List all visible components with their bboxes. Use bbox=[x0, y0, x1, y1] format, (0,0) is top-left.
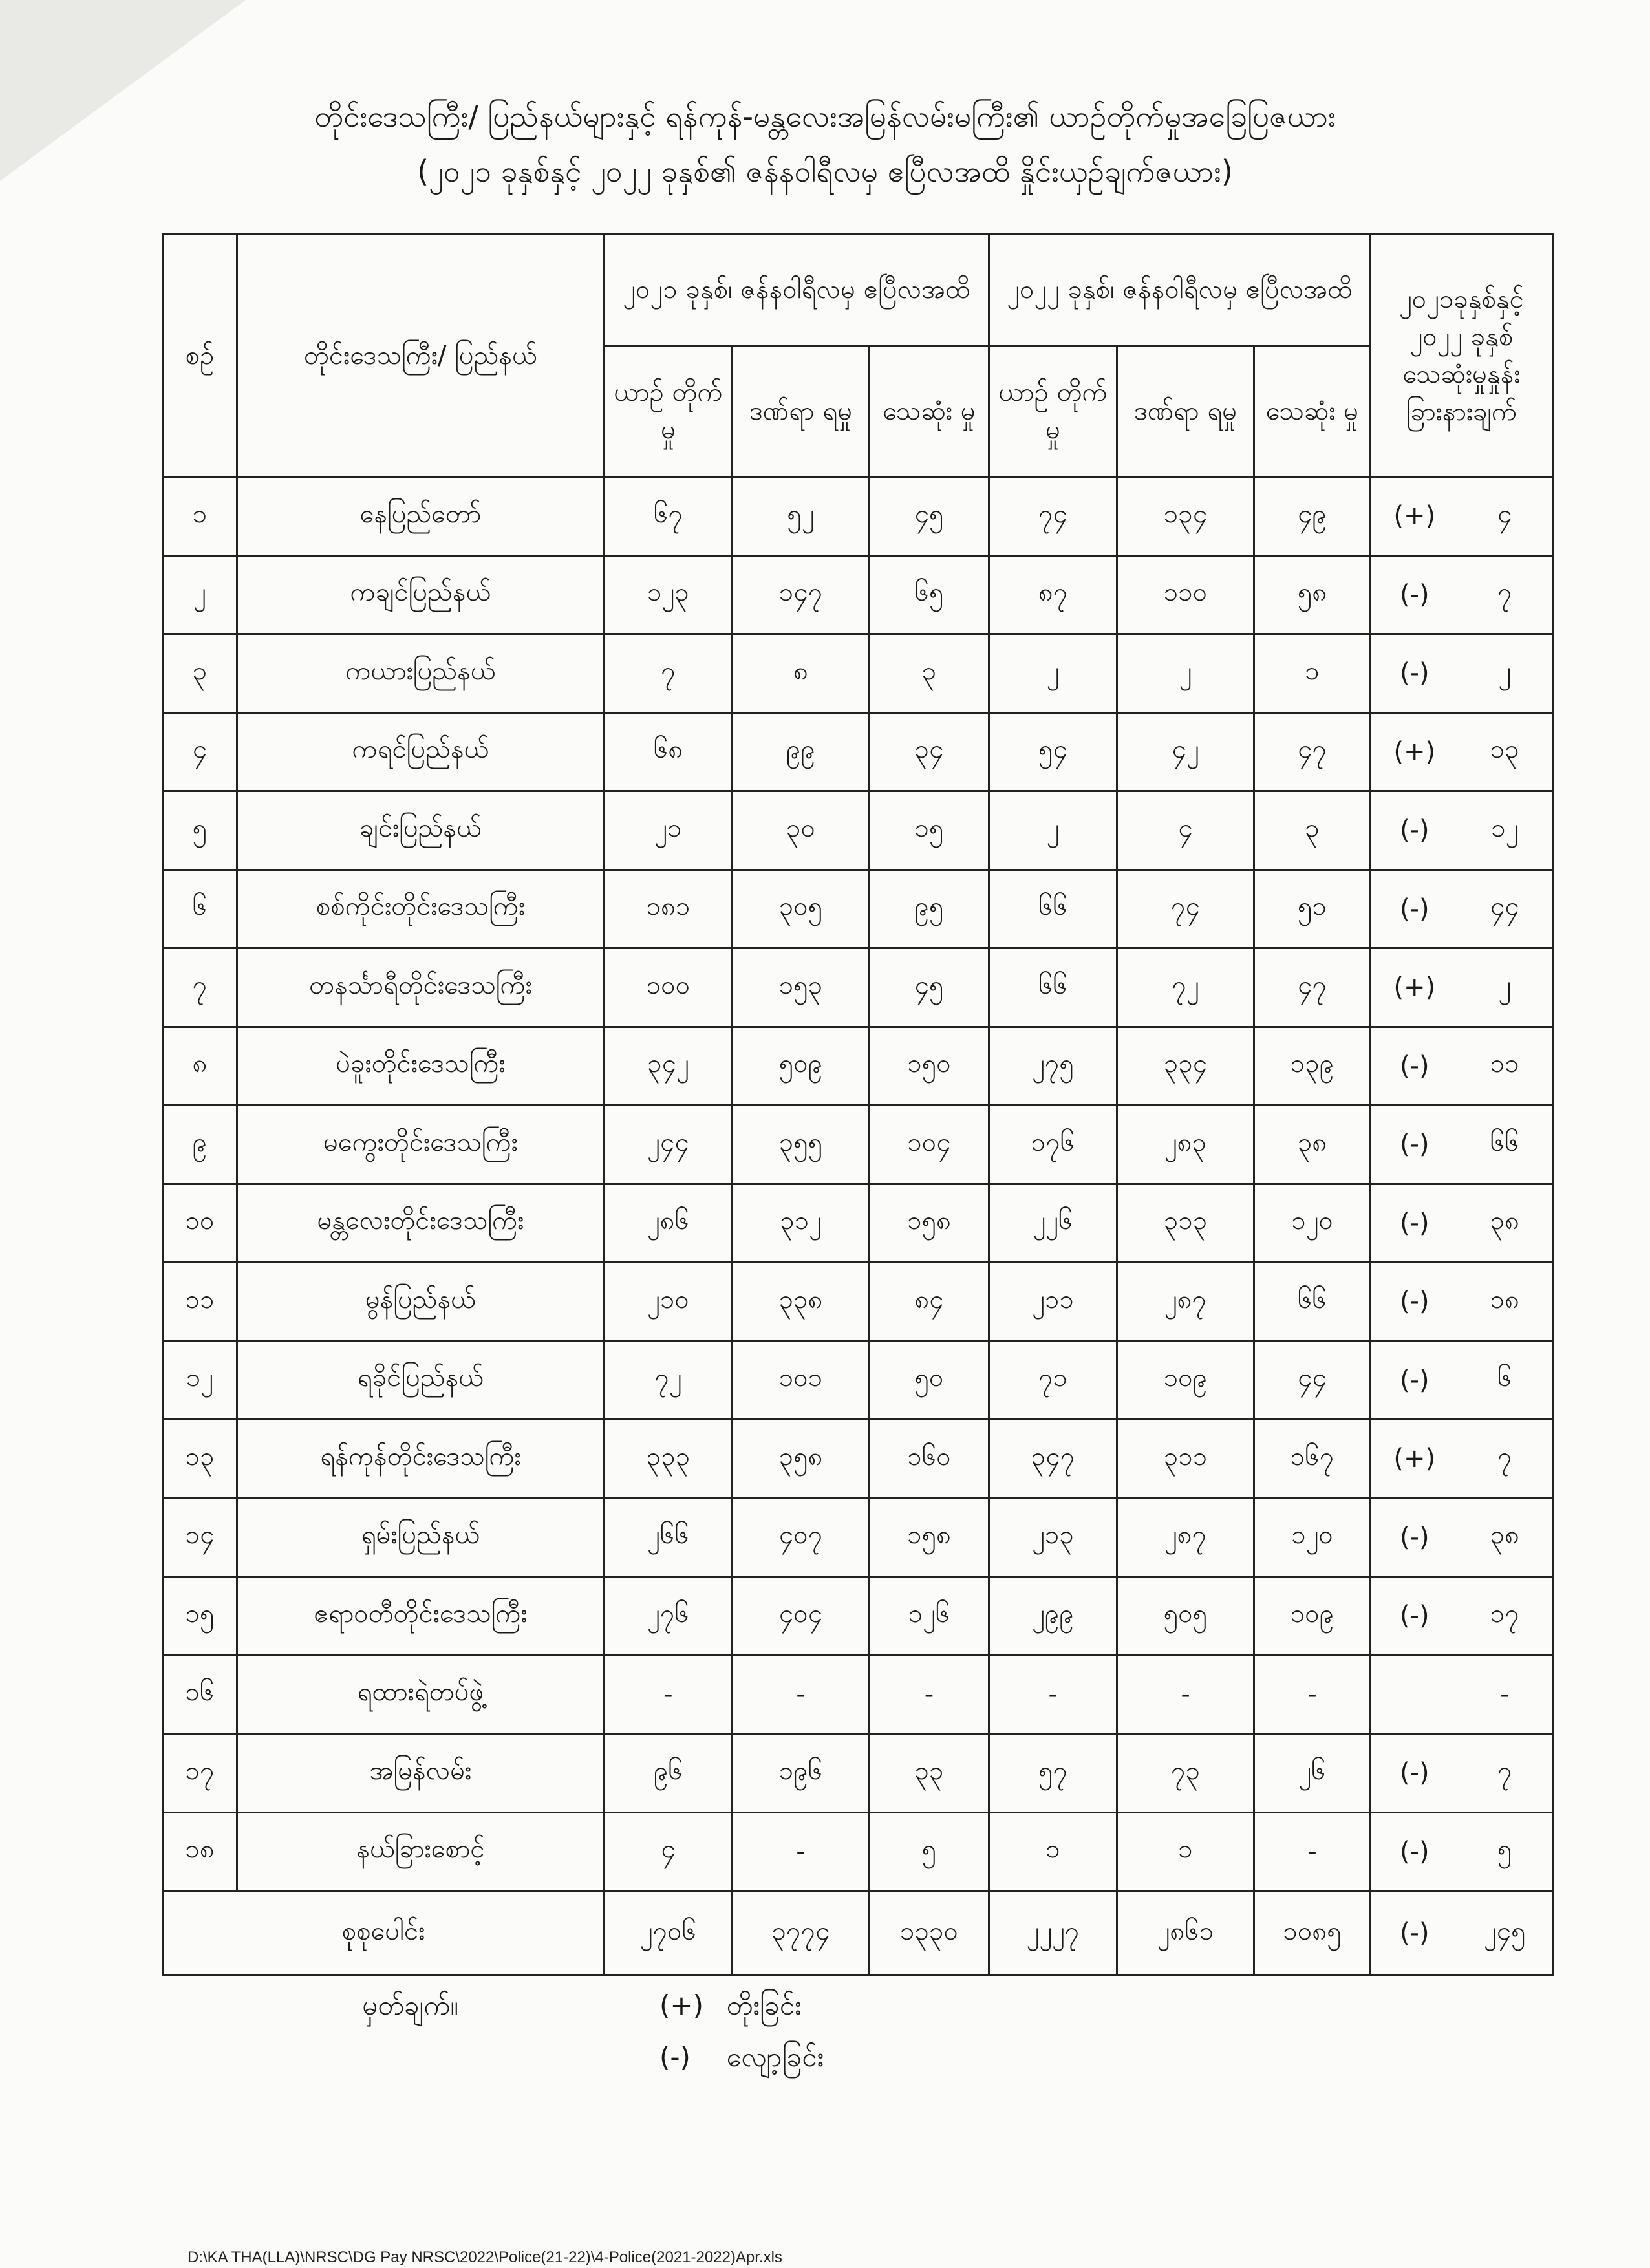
row-deaths-2022: - bbox=[1254, 1812, 1371, 1891]
row-deaths-2022: - bbox=[1254, 1655, 1371, 1734]
total-injured-2021: ၃၇၇၄ bbox=[733, 1891, 870, 1976]
header-deaths-2022: သေဆုံး မှု bbox=[1254, 346, 1371, 477]
header-deaths-2021: သေဆုံး မှု bbox=[870, 346, 989, 477]
total-label: စုစုပေါင်း bbox=[163, 1891, 605, 1976]
table-row bbox=[163, 1498, 1553, 1577]
table-row bbox=[163, 1106, 1553, 1184]
table-row bbox=[163, 1655, 1553, 1734]
row-diff-sign: (-) bbox=[1371, 1341, 1458, 1420]
row-injured-2021: ၄၀၇ bbox=[733, 1498, 870, 1577]
document-subtitle: (၂၀၂၁ ခုနှစ်နှင့် ၂၀၂၂ ခုနှစ်၏ ဇန်နဝါရီလမှ ဧပြီလအထိ နှိုင်းယှဉ်ချက်ဇယား) bbox=[417, 154, 1233, 189]
row-diff-sign: (-) bbox=[1371, 870, 1458, 948]
row-accidents-2021: ၆၈ bbox=[605, 712, 733, 791]
row-accidents-2021: - bbox=[605, 1655, 733, 1734]
row-deaths-2022: ၆၆ bbox=[1254, 1263, 1371, 1342]
row-accidents-2021: ၁၈၁ bbox=[605, 870, 733, 948]
header-injured-2022: ဒဏ်ရာ ရမှု bbox=[1117, 346, 1254, 477]
row-diff-sign: (-) bbox=[1371, 634, 1458, 713]
row-number: ၄ bbox=[163, 712, 237, 791]
row-injured-2021: ၃၁၂ bbox=[733, 1184, 870, 1263]
total-deaths-2022: ၁၀၈၅ bbox=[1254, 1891, 1371, 1976]
table-body bbox=[163, 477, 1553, 1891]
row-deaths-2022: ၄၉ bbox=[1254, 477, 1371, 556]
row-deaths-2022: ၁၀၉ bbox=[1254, 1577, 1371, 1656]
row-injured-2021: ၁၄၇ bbox=[733, 555, 870, 634]
row-region-name: အမြန်လမ်း bbox=[237, 1734, 605, 1813]
row-accidents-2021: ၂၈၆ bbox=[605, 1184, 733, 1263]
row-deaths-2022: ၁၆၇ bbox=[1254, 1420, 1371, 1499]
row-diff-value: ၁၁ bbox=[1458, 1027, 1553, 1106]
row-accidents-2021: ၂၇၆ bbox=[605, 1577, 733, 1656]
table-row bbox=[163, 1420, 1553, 1499]
row-number: ၁ bbox=[163, 477, 237, 556]
row-number: ၁၂ bbox=[163, 1341, 237, 1420]
row-deaths-2021: ၉၅ bbox=[870, 870, 989, 948]
row-accidents-2021: ၂၁၀ bbox=[605, 1263, 733, 1342]
row-accidents-2022: ၂၁၁ bbox=[989, 1263, 1117, 1342]
row-accidents-2022: ၅၇ bbox=[989, 1734, 1117, 1813]
row-deaths-2022: ၁၃၉ bbox=[1254, 1027, 1371, 1106]
row-deaths-2022: ၅၁ bbox=[1254, 870, 1371, 948]
row-diff-value: ၁၂ bbox=[1458, 791, 1553, 870]
accident-comparison-table bbox=[162, 233, 1554, 1976]
row-diff-value: ၂ bbox=[1458, 634, 1553, 713]
header-row-top bbox=[163, 234, 1553, 346]
row-injured-2022: ၂၈၇ bbox=[1117, 1498, 1254, 1577]
total-accidents-2022: ၂၂၂၇ bbox=[989, 1891, 1117, 1976]
row-region-name: နေပြည်တော် bbox=[237, 477, 605, 556]
row-deaths-2022: ၂၆ bbox=[1254, 1734, 1371, 1813]
row-number: ၁၈ bbox=[163, 1812, 237, 1891]
row-diff-value: ၁၇ bbox=[1458, 1577, 1553, 1656]
row-injured-2022: ၂ bbox=[1117, 634, 1254, 713]
table-row bbox=[163, 791, 1553, 870]
row-deaths-2021: - bbox=[870, 1655, 989, 1734]
row-diff-value: ၃၈ bbox=[1458, 1498, 1553, 1577]
row-accidents-2022: ၂၇၅ bbox=[989, 1027, 1117, 1106]
row-deaths-2022: ၁ bbox=[1254, 634, 1371, 713]
row-region-name: ချင်းပြည်နယ် bbox=[237, 791, 605, 870]
row-number: ၁၀ bbox=[163, 1184, 237, 1263]
row-deaths-2021: ၃၃ bbox=[870, 1734, 989, 1813]
row-accidents-2021: ၉၆ bbox=[605, 1734, 733, 1813]
note-increase-text: တိုးခြင်း bbox=[726, 1989, 802, 2021]
row-accidents-2022: ၁ bbox=[989, 1812, 1117, 1891]
row-deaths-2021: ၁၂၆ bbox=[870, 1577, 989, 1656]
row-deaths-2021: ၁၀၄ bbox=[870, 1106, 989, 1184]
row-diff-value: ၅ bbox=[1458, 1812, 1553, 1891]
row-diff-sign: (+) bbox=[1371, 477, 1458, 556]
row-diff-value: ၄၄ bbox=[1458, 870, 1553, 948]
row-deaths-2021: ၄၅ bbox=[870, 948, 989, 1027]
row-deaths-2021: ၃ bbox=[870, 634, 989, 713]
row-region-name: ကရင်ပြည်နယ် bbox=[237, 712, 605, 791]
row-accidents-2022: ၂ bbox=[989, 791, 1117, 870]
row-deaths-2022: ၄၇ bbox=[1254, 948, 1371, 1027]
header-region: တိုင်းဒေသကြီး/ ပြည်နယ် bbox=[237, 234, 605, 477]
row-region-name: မန္တလေးတိုင်းဒေသကြီး bbox=[237, 1184, 605, 1263]
row-injured-2021: ၁၅၃ bbox=[733, 948, 870, 1027]
row-diff-value: - bbox=[1458, 1655, 1553, 1734]
row-diff-sign: (-) bbox=[1371, 1027, 1458, 1106]
note-increase-symbol: (+) bbox=[659, 1989, 703, 2021]
row-diff-sign: (-) bbox=[1371, 1812, 1458, 1891]
table-row bbox=[163, 948, 1553, 1027]
row-accidents-2021: ၂၄၄ bbox=[605, 1106, 733, 1184]
row-diff-value: ၆၆ bbox=[1458, 1106, 1553, 1184]
row-accidents-2022: ၆၆ bbox=[989, 948, 1117, 1027]
row-diff-value: ၇ bbox=[1458, 1420, 1553, 1499]
note-decrease-text: လျော့ခြင်း bbox=[726, 2041, 824, 2073]
table-row bbox=[163, 1812, 1553, 1891]
header-injured-2021: ဒဏ်ရာ ရမှု bbox=[733, 346, 870, 477]
row-injured-2022: ၄ bbox=[1117, 791, 1254, 870]
document-title: တိုင်းဒေသကြီး/ ပြည်နယ်များနှင့် ရန်ကုန်-မန္တလေးအမြန်လမ်းမကြီး၏ ယာဉ်တိုက်မှုအခြေပြဇယား bbox=[314, 99, 1336, 134]
row-injured-2021: ၈ bbox=[733, 634, 870, 713]
row-accidents-2022: ၂၉၉ bbox=[989, 1577, 1117, 1656]
row-accidents-2022: ၂၂၆ bbox=[989, 1184, 1117, 1263]
row-accidents-2022: ၇၄ bbox=[989, 477, 1117, 556]
row-diff-sign bbox=[1371, 1655, 1458, 1734]
row-diff-value: ၇ bbox=[1458, 1734, 1553, 1813]
row-injured-2022: ၁၃၄ bbox=[1117, 477, 1254, 556]
row-deaths-2022: ၃ bbox=[1254, 791, 1371, 870]
row-accidents-2022: ၅၄ bbox=[989, 712, 1117, 791]
row-accidents-2022: ၂၁၃ bbox=[989, 1498, 1117, 1577]
row-diff-sign: (-) bbox=[1371, 1184, 1458, 1263]
row-injured-2021: ၅၂ bbox=[733, 477, 870, 556]
row-region-name: ရထားရဲတပ်ဖွဲ့ bbox=[237, 1655, 605, 1734]
row-deaths-2022: ၄၇ bbox=[1254, 712, 1371, 791]
row-injured-2022: ၇၃ bbox=[1117, 1734, 1254, 1813]
row-diff-sign: (+) bbox=[1371, 948, 1458, 1027]
row-injured-2022: ၅၀၅ bbox=[1117, 1577, 1254, 1656]
row-region-name: ကချင်ပြည်နယ် bbox=[237, 555, 605, 634]
row-accidents-2021: ၂၆၆ bbox=[605, 1498, 733, 1577]
row-accidents-2021: ၇ bbox=[605, 634, 733, 713]
row-diff-sign: (-) bbox=[1371, 1498, 1458, 1577]
row-accidents-2022: ၂ bbox=[989, 634, 1117, 713]
row-injured-2022: ၁၀၉ bbox=[1117, 1341, 1254, 1420]
row-region-name: ရခိုင်ပြည်နယ် bbox=[237, 1341, 605, 1420]
row-number: ၁၇ bbox=[163, 1734, 237, 1813]
row-deaths-2021: ၁၅၈ bbox=[870, 1184, 989, 1263]
row-region-name: တနင်္သာရီတိုင်းဒေသကြီး bbox=[237, 948, 605, 1027]
row-deaths-2022: ၁၂၀ bbox=[1254, 1184, 1371, 1263]
table-row bbox=[163, 870, 1553, 948]
row-deaths-2021: ၄၅ bbox=[870, 477, 989, 556]
row-diff-sign: (-) bbox=[1371, 555, 1458, 634]
row-number: ၃ bbox=[163, 634, 237, 713]
row-deaths-2021: ၃၄ bbox=[870, 712, 989, 791]
row-region-name: မွန်ပြည်နယ် bbox=[237, 1263, 605, 1342]
note-decrease bbox=[659, 2040, 824, 2080]
row-diff-value: ၂ bbox=[1458, 948, 1553, 1027]
row-injured-2021: - bbox=[733, 1655, 870, 1734]
row-injured-2022: ၃၃၄ bbox=[1117, 1027, 1254, 1106]
header-no: စဉ် bbox=[163, 234, 237, 477]
row-diff-sign: (-) bbox=[1371, 1734, 1458, 1813]
header-period-2022: ၂၀၂၂ ခုနှစ်၊ ဇန်နဝါရီလမှ ဧပြီလအထိ bbox=[989, 234, 1371, 346]
row-deaths-2022: ၁၂၀ bbox=[1254, 1498, 1371, 1577]
table-row bbox=[163, 634, 1553, 713]
row-accidents-2021: ၂၁ bbox=[605, 791, 733, 870]
file-path-footer: D:\KA THA(LLA)\NRSC\DG Pay NRSC\2022\Police(21-22)\4-Police(2021-2022)Apr.xls bbox=[188, 2249, 782, 2266]
row-deaths-2022: ၅၈ bbox=[1254, 555, 1371, 634]
row-accidents-2022: - bbox=[989, 1655, 1117, 1734]
row-injured-2022: ၁ bbox=[1117, 1812, 1254, 1891]
row-diff-sign: (-) bbox=[1371, 1106, 1458, 1184]
table-row bbox=[163, 1184, 1553, 1263]
row-deaths-2021: ၁၅၈ bbox=[870, 1498, 989, 1577]
table-row bbox=[163, 555, 1553, 634]
row-accidents-2021: ၁၂၃ bbox=[605, 555, 733, 634]
row-deaths-2022: ၄၄ bbox=[1254, 1341, 1371, 1420]
row-accidents-2021: ၆၇ bbox=[605, 477, 733, 556]
table-row bbox=[163, 1341, 1553, 1420]
row-injured-2022: ၁၁၀ bbox=[1117, 555, 1254, 634]
row-number: ၁၅ bbox=[163, 1577, 237, 1656]
row-injured-2021: ၃၃၈ bbox=[733, 1263, 870, 1342]
row-deaths-2021: ၁၅ bbox=[870, 791, 989, 870]
row-deaths-2021: ၈၄ bbox=[870, 1263, 989, 1342]
row-region-name: ပဲခူးတိုင်းဒေသကြီး bbox=[237, 1027, 605, 1106]
row-injured-2022: ၃၁၁ bbox=[1117, 1420, 1254, 1499]
row-accidents-2021: ၁၀၀ bbox=[605, 948, 733, 1027]
row-injured-2022: - bbox=[1117, 1655, 1254, 1734]
row-region-name: မကွေးတိုင်းဒေသကြီး bbox=[237, 1106, 605, 1184]
row-diff-value: ၁၃ bbox=[1458, 712, 1553, 791]
row-number: ၆ bbox=[163, 870, 237, 948]
row-number: ၁၆ bbox=[163, 1655, 237, 1734]
row-accidents-2021: ၃၃၃ bbox=[605, 1420, 733, 1499]
row-injured-2022: ၃၁၃ bbox=[1117, 1184, 1254, 1263]
row-deaths-2022: ၃၈ bbox=[1254, 1106, 1371, 1184]
row-number: ၁၄ bbox=[163, 1498, 237, 1577]
row-diff-value: ၇ bbox=[1458, 555, 1553, 634]
row-injured-2021: ၉၉ bbox=[733, 712, 870, 791]
total-diff-sign: (-) bbox=[1371, 1891, 1458, 1976]
row-region-name: ရှမ်းပြည်နယ် bbox=[237, 1498, 605, 1577]
row-number: ၂ bbox=[163, 555, 237, 634]
row-diff-value: ၁၈ bbox=[1458, 1263, 1553, 1342]
row-region-name: ဧရာဝတီတိုင်းဒေသကြီး bbox=[237, 1577, 605, 1656]
row-number: ၉ bbox=[163, 1106, 237, 1184]
note-increase bbox=[659, 1988, 802, 2028]
total-injured-2022: ၂၈၆၁ bbox=[1117, 1891, 1254, 1976]
row-region-name: ရန်ကုန်တိုင်းဒေသကြီး bbox=[237, 1420, 605, 1499]
row-deaths-2021: ၅ bbox=[870, 1812, 989, 1891]
row-diff-sign: (-) bbox=[1371, 791, 1458, 870]
row-injured-2022: ၇၂ bbox=[1117, 948, 1254, 1027]
row-region-name: ကယားပြည်နယ် bbox=[237, 634, 605, 713]
row-diff-value: ၃၈ bbox=[1458, 1184, 1553, 1263]
header-accidents-2021: ယာဉ် တိုက်မှု bbox=[605, 346, 733, 477]
table-row bbox=[163, 477, 1553, 556]
row-number: ၈ bbox=[163, 1027, 237, 1106]
table-row bbox=[163, 1027, 1553, 1106]
row-diff-sign: (+) bbox=[1371, 712, 1458, 791]
row-injured-2022: ၇၄ bbox=[1117, 870, 1254, 948]
row-accidents-2021: ၄ bbox=[605, 1812, 733, 1891]
row-deaths-2021: ၁၅၀ bbox=[870, 1027, 989, 1106]
header-accidents-2022: ယာဉ် တိုက်မှု bbox=[989, 346, 1117, 477]
row-region-name: စစ်ကိုင်းတိုင်းဒေသကြီး bbox=[237, 870, 605, 948]
row-accidents-2021: ၃၄၂ bbox=[605, 1027, 733, 1106]
row-deaths-2021: ၆၅ bbox=[870, 555, 989, 634]
total-row bbox=[163, 1891, 1553, 1976]
row-number: ၇ bbox=[163, 948, 237, 1027]
row-accidents-2022: ၆၆ bbox=[989, 870, 1117, 948]
notes-label: မှတ်ချက်။ bbox=[362, 1989, 458, 2021]
row-diff-value: ၄ bbox=[1458, 477, 1553, 556]
table-row bbox=[163, 1734, 1553, 1813]
table-row bbox=[163, 1577, 1553, 1656]
row-injured-2022: ၂၈၇ bbox=[1117, 1263, 1254, 1342]
row-injured-2021: ၃၅၅ bbox=[733, 1106, 870, 1184]
row-injured-2021: ၃၀၅ bbox=[733, 870, 870, 948]
row-injured-2021: ၅၀၉ bbox=[733, 1027, 870, 1106]
row-diff-sign: (-) bbox=[1371, 1263, 1458, 1342]
row-injured-2021: ၄၀၄ bbox=[733, 1577, 870, 1656]
row-injured-2021: ၁၉၆ bbox=[733, 1734, 870, 1813]
row-number: ၅ bbox=[163, 791, 237, 870]
row-injured-2022: ၂၈၃ bbox=[1117, 1106, 1254, 1184]
row-region-name: နယ်ခြားစောင့် bbox=[237, 1812, 605, 1891]
row-injured-2022: ၄၂ bbox=[1117, 712, 1254, 791]
table-row bbox=[163, 712, 1553, 791]
total-accidents-2021: ၂၇၀၆ bbox=[605, 1891, 733, 1976]
row-injured-2021: - bbox=[733, 1812, 870, 1891]
row-accidents-2022: ၇၁ bbox=[989, 1341, 1117, 1420]
row-number: ၁၁ bbox=[163, 1263, 237, 1342]
row-accidents-2021: ၇၂ bbox=[605, 1341, 733, 1420]
row-accidents-2022: ၈၇ bbox=[989, 555, 1117, 634]
row-deaths-2021: ၅၀ bbox=[870, 1341, 989, 1420]
header-period-2021: ၂၀၂၁ ခုနှစ်၊ ဇန်နဝါရီလမှ ဧပြီလအထိ bbox=[605, 234, 989, 346]
total-diff-value: ၂၄၅ bbox=[1458, 1891, 1553, 1976]
row-accidents-2022: ၃၄၇ bbox=[989, 1420, 1117, 1499]
row-injured-2021: ၁၀၁ bbox=[733, 1341, 870, 1420]
table-row bbox=[163, 1263, 1553, 1342]
row-diff-sign: (-) bbox=[1371, 1577, 1458, 1656]
total-deaths-2021: ၁၃၃၀ bbox=[870, 1891, 989, 1976]
row-number: ၁၃ bbox=[163, 1420, 237, 1499]
note-decrease-symbol: (-) bbox=[659, 2041, 691, 2073]
row-accidents-2022: ၁၇၆ bbox=[989, 1106, 1117, 1184]
row-diff-sign: (+) bbox=[1371, 1420, 1458, 1499]
header-comparison: ၂၀၂၁ခုနှစ်နှင့် ၂၀၂၂ ခုနှစ် သေဆုံးမှုနှုန်း ခြားနားချက် bbox=[1371, 234, 1553, 477]
row-injured-2021: ၃၅၈ bbox=[733, 1420, 870, 1499]
row-deaths-2021: ၁၆၀ bbox=[870, 1420, 989, 1499]
row-diff-value: ၆ bbox=[1458, 1341, 1553, 1420]
row-injured-2021: ၃၀ bbox=[733, 791, 870, 870]
